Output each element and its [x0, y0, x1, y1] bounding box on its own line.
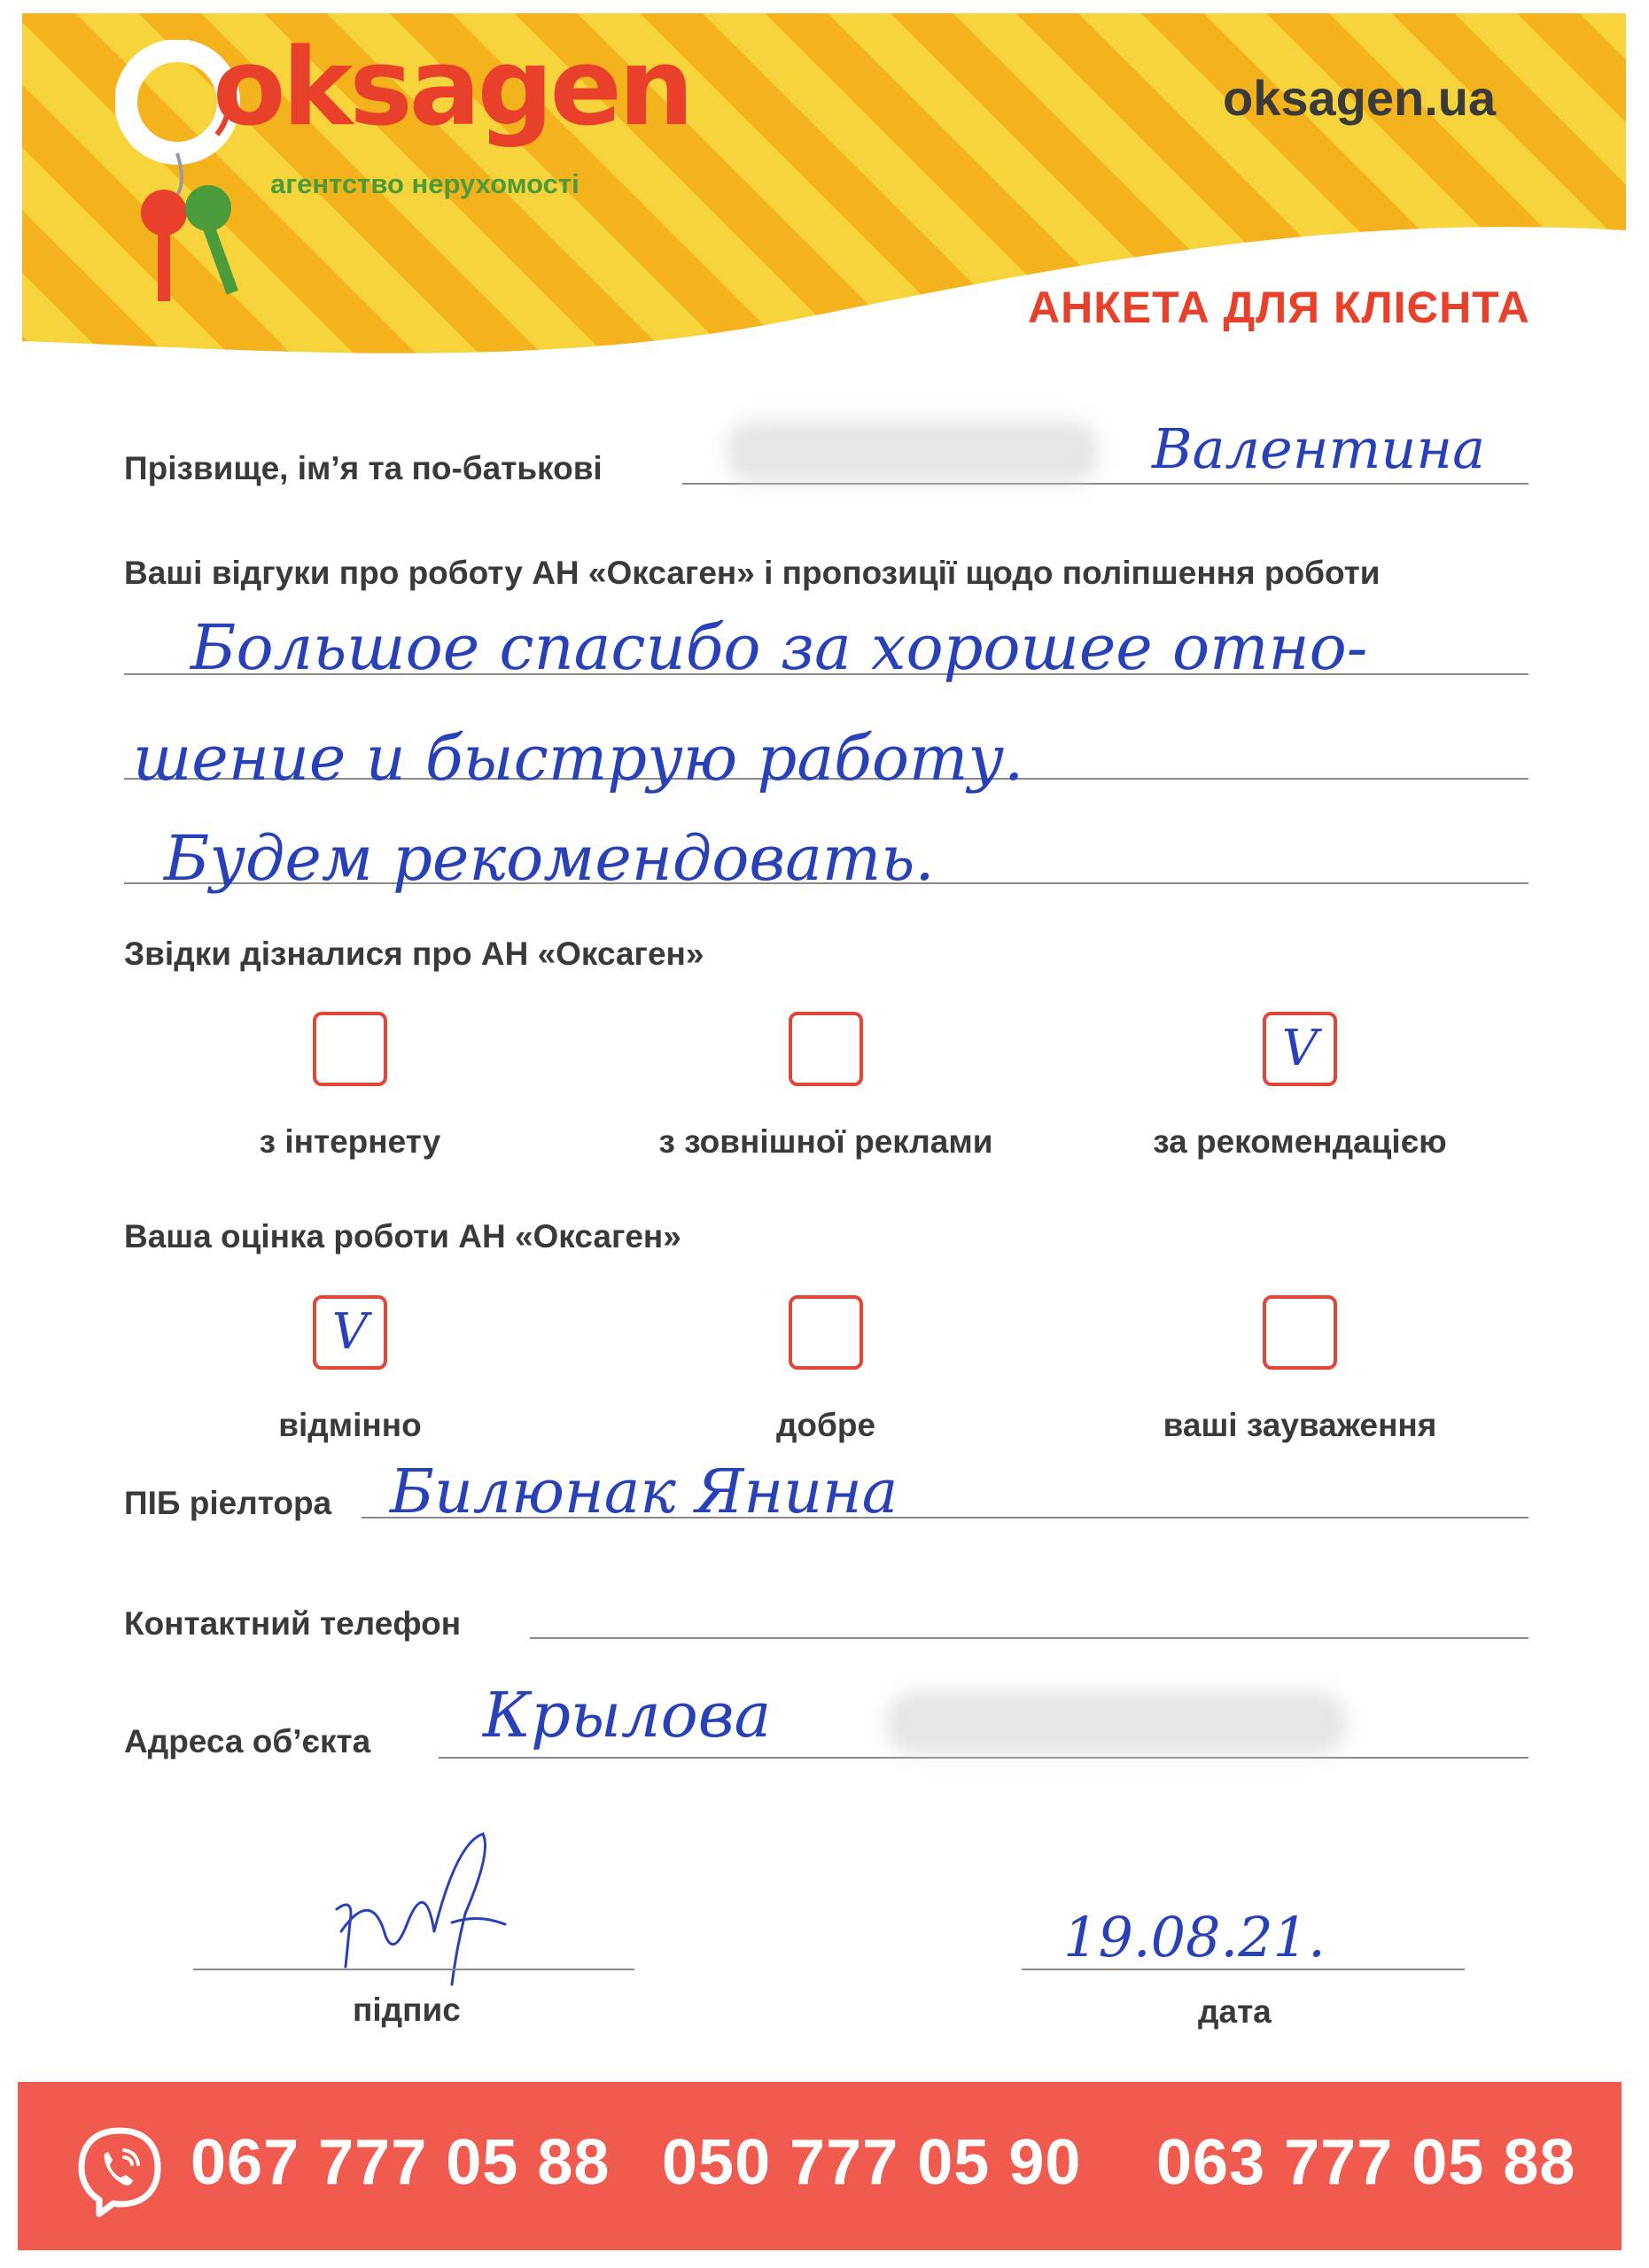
rating-option-label: ваші зауваження	[1163, 1407, 1437, 1443]
signature-line	[193, 1969, 634, 1970]
realtor-label: ПІБ ріелтора	[124, 1485, 332, 1521]
footer-phone-number[interactable]: 050 777 05 90	[662, 2127, 1082, 2198]
realtor-value[interactable]: Билюнак Янина	[390, 1457, 898, 1527]
feedback-text-line[interactable]: Будем рекомендовать.	[164, 822, 935, 895]
address-line	[439, 1757, 1528, 1759]
full-name-value[interactable]: Валентина	[1152, 416, 1486, 481]
source-recommendation-checkbox[interactable]	[1263, 1012, 1337, 1086]
website-url[interactable]: oksagen.ua	[1223, 70, 1497, 126]
contact-phone-label: Контактний телефон	[124, 1605, 462, 1642]
source-internet-checkbox[interactable]	[313, 1012, 387, 1086]
feedback-text-line[interactable]: шение и быструю работу.	[133, 722, 1024, 795]
redaction-blur	[727, 421, 1099, 483]
rating-remarks-checkbox[interactable]	[1263, 1295, 1337, 1370]
rating-option-label: добре	[775, 1407, 876, 1443]
source-option-label: з зовнішної реклами	[658, 1123, 993, 1160]
source-ads-checkbox[interactable]	[789, 1012, 863, 1086]
redaction-blur	[886, 1692, 1347, 1754]
logo-wordmark: oksagen	[213, 27, 691, 150]
logo-subtitle: агентство нерухомості	[270, 168, 579, 199]
signature-caption: підпис	[353, 1992, 461, 2028]
full-name-line	[682, 483, 1528, 485]
source-option-label: з інтернету	[259, 1123, 441, 1160]
feedback-label: Ваші відгуки про роботу АН «Оксаген» і пропозиції щодо поліпшення роботи	[124, 555, 1381, 591]
form-title: АНКЕТА ДЛЯ КЛІЄНТА	[1028, 283, 1530, 332]
contact-phone-line	[530, 1637, 1528, 1639]
check-mark-icon: V	[331, 1303, 369, 1361]
date-line	[1022, 1969, 1465, 1970]
footer-phone-number[interactable]: 067 777 05 88	[191, 2127, 611, 2198]
source-option-label: за рекомендацією	[1153, 1123, 1447, 1160]
footer-phone-bar	[18, 2082, 1622, 2250]
footer-phone-number[interactable]: 063 777 05 88	[1156, 2127, 1576, 2198]
date-value[interactable]: 19.08.21.	[1063, 1905, 1326, 1969]
header-banner	[0, 0, 1649, 390]
viber-icon[interactable]	[71, 2122, 168, 2219]
full-name-label: Прізвище, ім’я та по-батькові	[124, 450, 603, 486]
check-mark-icon: V	[1281, 1020, 1318, 1077]
date-caption: дата	[1198, 1993, 1272, 2030]
address-value[interactable]: Крылова	[483, 1679, 772, 1751]
address-label: Адреса об’єкта	[124, 1723, 371, 1759]
rating-good-checkbox[interactable]	[789, 1295, 863, 1370]
feedback-text-line[interactable]: Большое спасибо за хорошее отно-	[191, 611, 1368, 684]
source-label: Звідки дізналися про АН «Оксаген»	[124, 936, 704, 972]
rating-option-label: відмінно	[278, 1407, 422, 1443]
rating-label: Ваша оцінка роботи АН «Оксаген»	[124, 1218, 681, 1254]
rating-excellent-checkbox[interactable]	[313, 1295, 387, 1370]
